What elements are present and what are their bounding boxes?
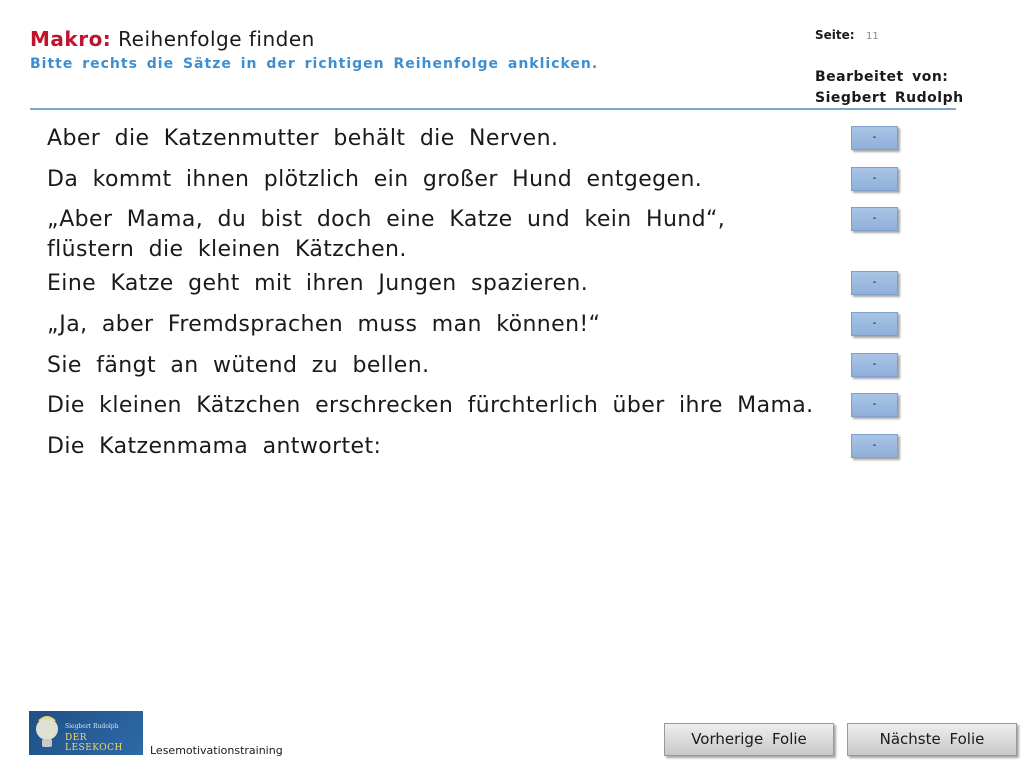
order-button-8[interactable]: -: [851, 434, 898, 458]
logo-author: Siegbert Rudolph: [65, 723, 119, 730]
order-button-1[interactable]: -: [851, 126, 898, 150]
footer-caption: Lesemotivationstraining: [150, 744, 283, 757]
editor-label: Bearbeitet von:: [815, 69, 949, 85]
sentence-3: „Aber Mama, du bist doch eine Katze und kein Hund“, flüstern die kleinen Kätzchen.: [47, 207, 726, 262]
order-button-3[interactable]: -: [851, 207, 898, 231]
title-text: Reihenfolge finden: [118, 27, 315, 51]
sentence-1: Aber die Katzenmutter behält die Nerven.: [47, 126, 559, 151]
order-button-4[interactable]: -: [851, 271, 898, 295]
sentence-4: Eine Katze geht mit ihren Jungen spazieren.: [47, 271, 589, 296]
previous-slide-button[interactable]: Vorherige Folie: [664, 723, 834, 756]
sentence-6: Sie fängt an wütend zu bellen.: [47, 353, 430, 378]
instruction-subtitle: Bitte rechts die Sätze in der richtigen Reihenfolge anklicken.: [30, 56, 599, 72]
sentence-5: „Ja, aber Fremdsprachen muss man können!“: [47, 312, 601, 337]
logo-brand: DER LESEKOCH: [65, 733, 123, 753]
editor-info: [815, 67, 964, 109]
order-button-2[interactable]: -: [851, 167, 898, 191]
editor-name: Siegbert Rudolph: [815, 90, 964, 106]
order-button-6[interactable]: -: [851, 353, 898, 377]
sentence-7: Die kleinen Kätzchen erschrecken fürchterlich über ihre Mama.: [47, 393, 814, 418]
slide-title: [30, 27, 315, 51]
page-number: 11: [866, 31, 879, 42]
leserkoch-logo: [29, 711, 143, 755]
order-button-5[interactable]: -: [851, 312, 898, 336]
next-slide-button[interactable]: Nächste Folie: [847, 723, 1017, 756]
order-button-7[interactable]: -: [851, 393, 898, 417]
sentence-2: Da kommt ihnen plötzlich ein großer Hund entgegen.: [47, 167, 703, 192]
title-prefix: Makro:: [30, 27, 112, 51]
sentence-8: Die Katzenmama antwortet:: [47, 434, 382, 459]
page-label: Seite:: [815, 28, 855, 42]
header-divider: [30, 108, 956, 110]
